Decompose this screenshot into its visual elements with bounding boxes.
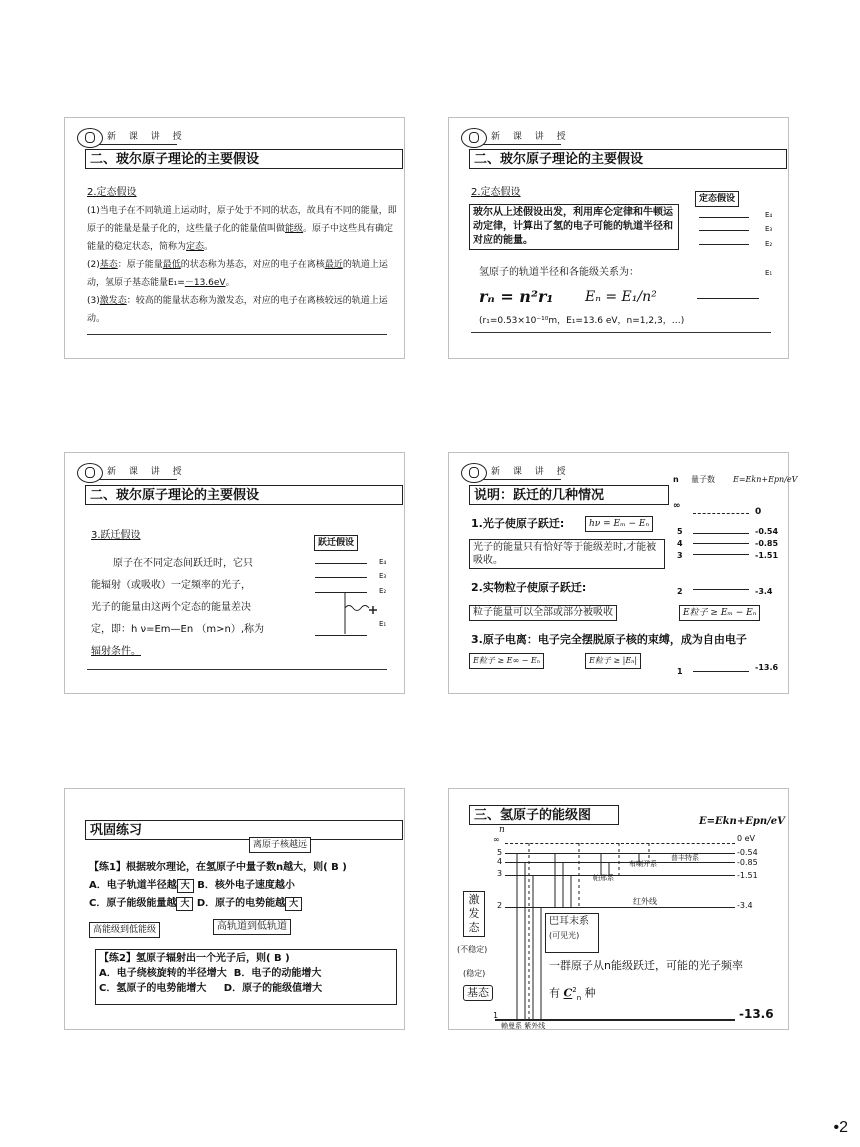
energy-formula: E=Ekn+Epn/eV bbox=[699, 816, 785, 827]
infrared-label: 红外线 bbox=[633, 897, 657, 906]
level-n: ∞ bbox=[493, 835, 500, 844]
slide-1 bbox=[64, 117, 405, 359]
lecture-logo-icon bbox=[77, 128, 103, 148]
level-energy: -0.85 bbox=[755, 539, 779, 548]
slide-2 bbox=[448, 117, 789, 359]
ground-state-box: 基态 bbox=[463, 985, 493, 1001]
slide-title: 三、氢原子的能级图 bbox=[469, 805, 619, 825]
slide-3 bbox=[64, 452, 405, 694]
hint-box: 离原子核越远 bbox=[249, 837, 311, 853]
constants-note: (r₁=0.53×10⁻¹⁰m，E₁=13.6 eV，n=1,2,3，…) bbox=[479, 316, 685, 326]
level-energy: -0.54 bbox=[737, 848, 758, 857]
formula-box: E粒子 ≥ E∞ − Eₙ bbox=[469, 653, 544, 669]
section-subtitle: 2.定态假设 bbox=[87, 187, 137, 198]
section-subtitle: 3.跃迁假设 bbox=[91, 530, 141, 541]
slide-5 bbox=[64, 788, 405, 1030]
bohr-box: 玻尔从上述假设出发，利用库仑定律和牛顿运动定律，计算出了氢的电子可能的轨道半径和对应的能量。 bbox=[469, 204, 679, 250]
level-energy: -0.85 bbox=[737, 858, 758, 867]
brackett-label: 布喇开系 bbox=[629, 860, 657, 868]
header-label: 新 课 讲 授 bbox=[491, 132, 571, 142]
paschen-label: 帕邢系 bbox=[593, 874, 614, 882]
level-energy: -13.6 bbox=[755, 663, 779, 672]
slide-4 bbox=[448, 452, 798, 694]
option-row-1: A．电子轨道半径越 大 B．核外电子速度越小 bbox=[89, 880, 295, 891]
level-label: E₂ bbox=[379, 587, 387, 595]
level-energy: -0.54 bbox=[755, 527, 779, 536]
header-label: 新 课 讲 授 bbox=[107, 467, 187, 477]
answer-box: 大 bbox=[177, 879, 194, 893]
level-energy: -3.4 bbox=[737, 901, 753, 910]
text-line: 原子在不同定态间跃迁时，它只 bbox=[113, 558, 253, 569]
page-number: •2 bbox=[833, 1119, 848, 1136]
combination-formula: 有 $C^2_n$ 种 bbox=[549, 986, 596, 1002]
paragraph-2: (2)基态：原子能量最低的状态称为基态，对应的电子在离核最近的轨道上运动，氢原子基态能量E₁=－13.6eV。 bbox=[87, 260, 388, 288]
transition-tag: 跃迁假设 bbox=[314, 535, 358, 551]
text-line: 能辐射（或吸收）一定频率的光子， bbox=[91, 580, 251, 591]
level-energy: 0 bbox=[755, 507, 762, 517]
lecture-logo-icon bbox=[461, 463, 487, 483]
option-row-2: C．原子能级能量越 大 D．原子的电势能越 大 bbox=[89, 895, 302, 913]
text-line: 光子的能量由这两个定态的能量差决 bbox=[91, 602, 251, 613]
level-label: E₃ bbox=[379, 572, 387, 580]
slide-title: 说明：跃迁的几种情况 bbox=[469, 485, 669, 505]
question-2-box: 【练2】氢原子辐射出一个光子后，则( B ) A．电子绕核旋转的半径增大 B．电子的动能增大 C．氢原子的电势能增大 D．原子的能级值增大 bbox=[95, 949, 397, 1005]
paragraph-1: (1)当电子在不同轨道上运动时，原子处于不同的状态，故具有不同的能量，即原子的能量是量子化的，这些量子化的能量值叫做能级。原子中这些具有确定能量的稳定状态，简称为定态。 bbox=[87, 206, 397, 252]
lecture-logo-icon bbox=[77, 463, 103, 483]
formula-box: E粒子 ≥ Eₘ − Eₙ bbox=[679, 605, 760, 621]
header-label: 新 课 讲 授 bbox=[107, 132, 187, 142]
lyman-label: 赖曼系 紫外线 bbox=[501, 1022, 546, 1030]
level-n: 1 bbox=[493, 1011, 499, 1020]
level-n: 5 bbox=[497, 848, 503, 857]
paragraph-3: (3)激发态：较高的能量状态称为激发态，对应的电子在离核较远的轨道上运动。 bbox=[87, 296, 388, 324]
level-n: 4 bbox=[677, 539, 683, 548]
particle-box: 粒子能量可以全部或部分被吸收 bbox=[469, 605, 617, 621]
hint-box: 高轨道到低轨道 bbox=[213, 919, 291, 935]
level-energy: -13.6 bbox=[739, 1007, 774, 1021]
balmer-box: 巴耳末系 (可见光) bbox=[545, 913, 599, 953]
relation-text: 氢原子的轨道半径和各能级关系为： bbox=[479, 267, 639, 278]
formula-box: E粒子 ≥ |Eₙ| bbox=[585, 653, 641, 669]
level-energy: -1.51 bbox=[737, 871, 758, 880]
level-energy: -1.51 bbox=[755, 551, 779, 560]
level-label: E₂ bbox=[765, 240, 773, 248]
level-n: 2 bbox=[677, 587, 683, 596]
hint-box: 高能级到低能级 bbox=[89, 922, 160, 938]
level-n: 3 bbox=[677, 551, 683, 560]
energy-unit-label: E=Ekn+Epn/eV bbox=[733, 475, 798, 484]
level-energy: 0 eV bbox=[737, 834, 756, 843]
question-1: 【练1】根据玻尔理论，在氢原子中量子数n越大，则( B ) bbox=[89, 862, 347, 873]
slide-title: 二、玻尔原子理论的主要假设 bbox=[85, 485, 403, 505]
combination-text: 一群原子从n能级跃迁，可能的光子频率 bbox=[549, 959, 743, 972]
stationary-state-tag: 定态假设 bbox=[695, 191, 739, 207]
text-line: 辐射条件。 bbox=[91, 646, 141, 657]
energy-formula: Eₙ = E₁/n² bbox=[585, 289, 657, 305]
stable-label: (稳定) bbox=[463, 969, 486, 978]
case-heading: 1.光子使原子跃迁: bbox=[471, 517, 565, 530]
text-line: 定，即：h ν=Em—En （m>n）,称为 bbox=[91, 624, 265, 635]
answer-box: 大 bbox=[176, 897, 193, 911]
level-energy: -3.4 bbox=[755, 587, 773, 596]
case-heading: 3.原子电离：电子完全摆脱原子核的束缚，成为自由电子 bbox=[471, 633, 747, 646]
level-label: E₁ bbox=[379, 620, 387, 628]
header-label: 新 课 讲 授 bbox=[491, 467, 571, 477]
section-subtitle: 2.定态假设 bbox=[471, 187, 521, 198]
n-label: n bbox=[673, 475, 679, 484]
level-label: E₄ bbox=[765, 211, 773, 219]
level-n: ∞ bbox=[673, 501, 681, 511]
photon-box: 光子的能量只有恰好等于能级差时,才能被吸收。 bbox=[469, 539, 665, 569]
unstable-label: (不稳定) bbox=[457, 945, 488, 954]
level-n: 3 bbox=[497, 869, 503, 878]
lecture-logo-icon bbox=[461, 128, 487, 148]
level-n: 5 bbox=[677, 527, 683, 536]
pfund-label: 普丰特系 bbox=[671, 854, 699, 862]
level-n: 1 bbox=[677, 667, 683, 676]
n-label: n bbox=[499, 825, 505, 835]
level-n: 4 bbox=[497, 857, 503, 866]
radius-formula: rₙ = n²r₁ bbox=[479, 287, 554, 306]
slide-title: 二、玻尔原子理论的主要假设 bbox=[469, 149, 787, 169]
photon-emission-icon bbox=[335, 588, 385, 638]
level-label: E₁ bbox=[765, 269, 773, 277]
level-n: 2 bbox=[497, 901, 503, 910]
case-heading: 2.实物粒子使原子跃迁: bbox=[471, 581, 587, 594]
slide-title: 二、玻尔原子理论的主要假设 bbox=[85, 149, 403, 169]
level-label: E₃ bbox=[765, 225, 773, 233]
excited-state-box: 激发态 bbox=[463, 891, 485, 937]
slide-title: 巩固练习 bbox=[85, 820, 403, 840]
quantum-number-label: 量子数 bbox=[691, 475, 715, 484]
slide-6 bbox=[448, 788, 789, 1030]
level-label: E₄ bbox=[379, 558, 387, 566]
formula-box: hν = Eₘ − Eₙ bbox=[585, 516, 653, 532]
answer-box: 大 bbox=[285, 897, 302, 911]
